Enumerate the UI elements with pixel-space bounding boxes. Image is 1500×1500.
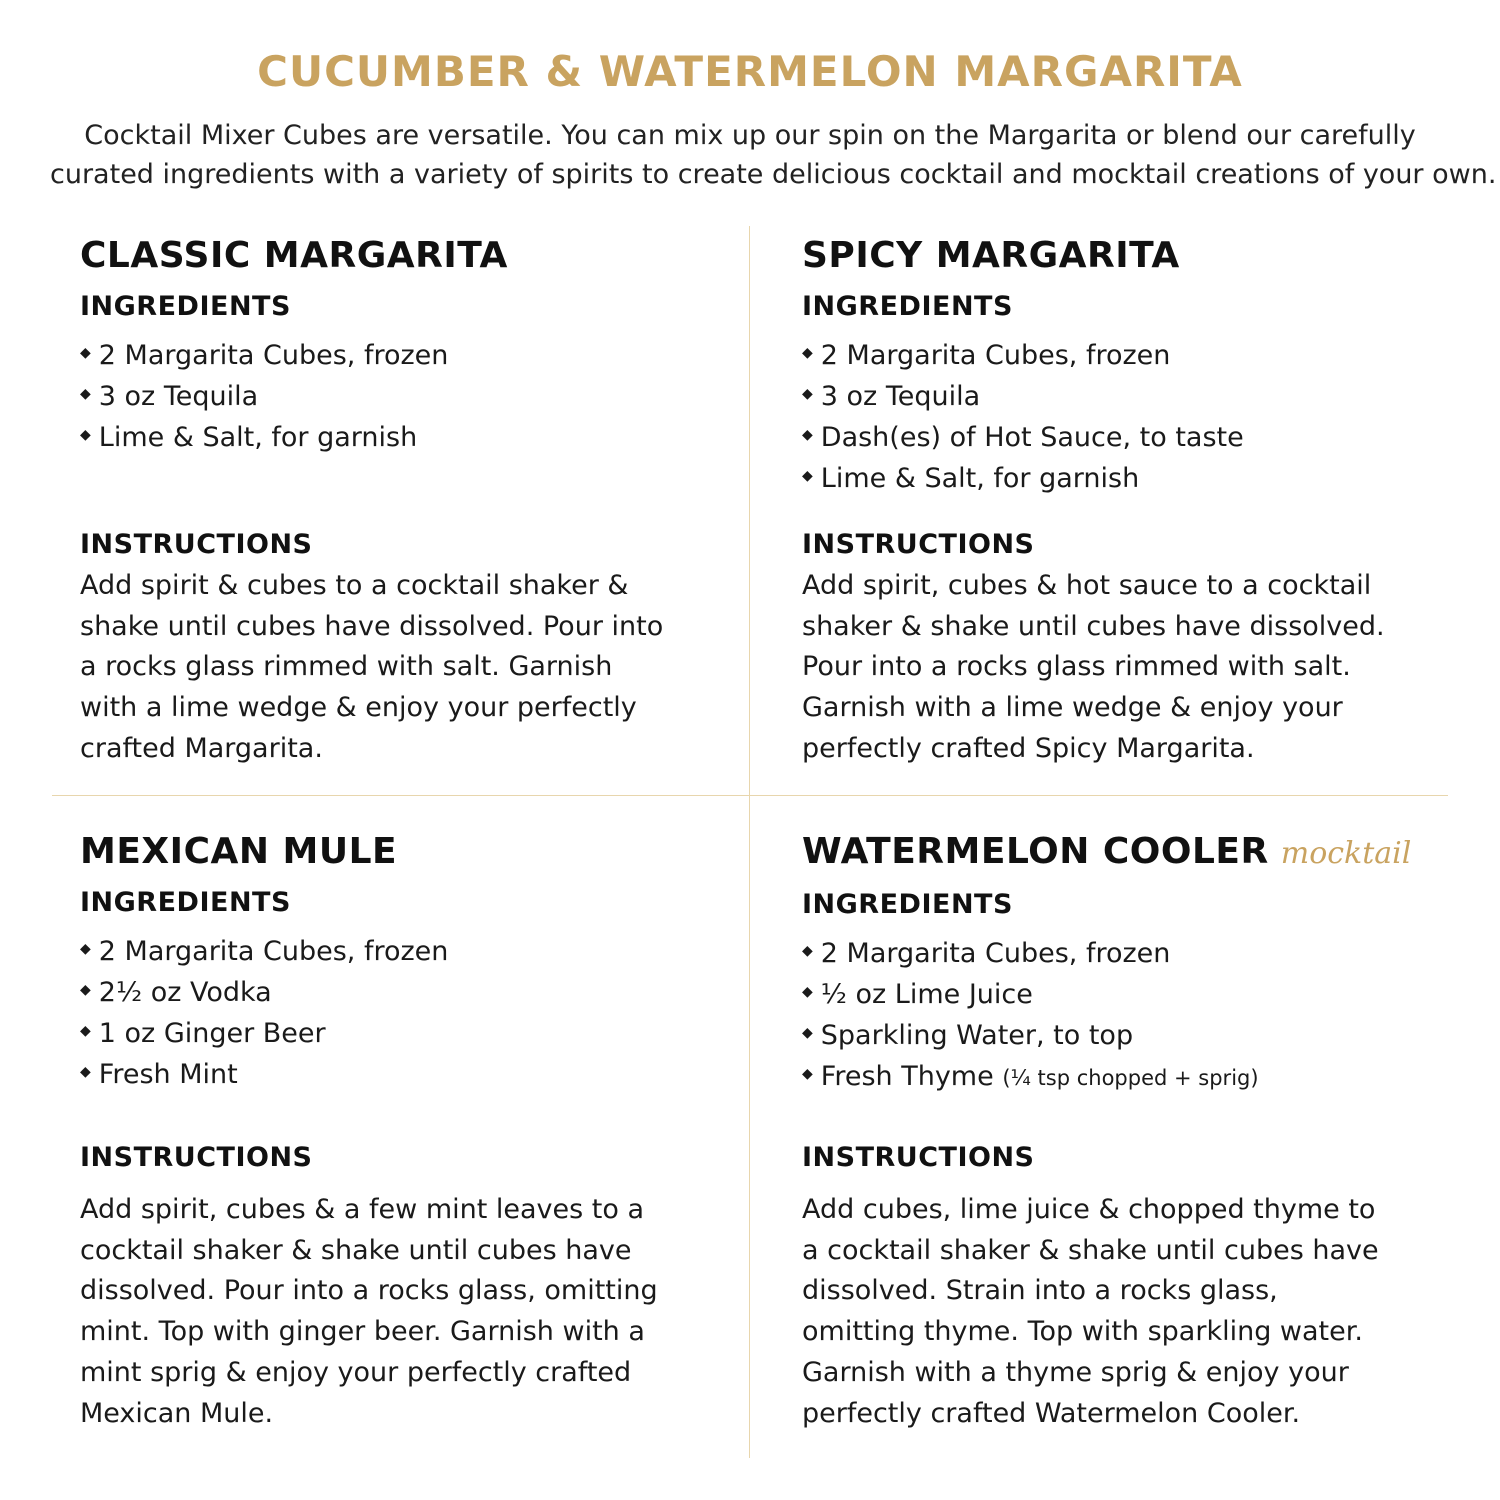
instructions-text: Add cubes, lime juice & chopped thyme to a cocktail shaker & shake until cubes have dissolved. Strain into a rocks glass, omitting thyme. Top with sparkling water. Garnish with a thyme sprig & enjoy your perfectly crafted Watermelon Cooler. [802, 1194, 1379, 1429]
instructions-heading: INSTRUCTIONS [80, 1142, 313, 1173]
list-item [80, 1055, 700, 1096]
ingredients-list [802, 934, 1422, 1098]
intro-text [50, 116, 1497, 194]
diamond-bullet-icon: ◆ [802, 385, 813, 402]
ingredient-text: 2 Margarita Cubes, frozen [820, 340, 1171, 371]
ingredient-text: Dash(es) of Hot Sauce, to taste [820, 421, 1244, 453]
diamond-bullet-icon: ◆ [802, 345, 813, 362]
recipe-title: WATERMELON COOLER [802, 831, 1269, 872]
ingredient-text: Fresh Mint [98, 1058, 238, 1090]
diamond-bullet-icon: ◆ [802, 1065, 813, 1082]
ingredient-text: 2 Margarita Cubes, frozen [98, 936, 449, 967]
ingredient-text: 2 Margarita Cubes, frozen [820, 938, 1171, 969]
ingredient-text: Lime & Salt, for garnish [98, 421, 418, 453]
list-item [80, 418, 700, 459]
diamond-bullet-icon: ◆ [802, 983, 813, 1000]
list-item [802, 459, 1422, 500]
intro-line: Cocktail Mixer Cubes are versatile. You can mix up our spin on the Margarita or blend our carefully [84, 120, 1416, 151]
list-item [802, 418, 1422, 459]
instructions-heading: INSTRUCTIONS [802, 529, 1035, 560]
ingredients-heading: INGREDIENTS [80, 291, 291, 322]
instructions-text: Add spirit, cubes & a few mint leaves to a cocktail shaker & shake until cubes have dissolved. Pour into a rocks glass, omitting mint. Top with ginger beer. Garnish with a mint sprig & enjoy your perfectly crafted Mexican Mule. [80, 1194, 658, 1429]
instructions-text: Add spirit & cubes to a cocktail shaker & shake until cubes have dissolved. Pour into a rocks glass rimmed with salt. Garnish with a lime wedge & enjoy your perfectly crafted Margarita. [80, 570, 664, 764]
instructions-text: Add spirit, cubes & hot sauce to a cocktail shaker & shake until cubes have dissolved. Pour into a rocks glass rimmed with salt. Garnish with a lime wedge & enjoy your perfectly crafted Spicy Margarita. [802, 570, 1385, 764]
ingredients-list [80, 336, 700, 459]
recipe-title: MEXICAN MULE [80, 831, 398, 872]
diamond-bullet-icon: ◆ [802, 467, 813, 484]
ingredients-heading: INGREDIENTS [802, 889, 1013, 920]
list-item [802, 975, 1422, 1016]
list-item [802, 377, 1422, 418]
recipe-card-classic-margarita [80, 234, 700, 764]
diamond-bullet-icon: ◆ [802, 943, 813, 960]
intro-line: curated ingredients with a variety of spirits to create delicious cocktail and mocktail creations of your own. [50, 159, 1497, 190]
list-item [802, 1057, 1422, 1099]
ingredient-text: 3 oz Tequila [98, 380, 259, 412]
ingredient-text: 2 Margarita Cubes, frozen [98, 340, 449, 371]
ingredients-list [80, 932, 700, 1095]
list-item [80, 973, 700, 1014]
ingredients-heading: INGREDIENTS [802, 291, 1013, 322]
instructions-heading: INSTRUCTIONS [80, 529, 313, 560]
list-item [80, 932, 700, 973]
ingredient-text: 2½ oz Vodka [98, 976, 272, 1008]
diamond-bullet-icon: ◆ [80, 345, 91, 362]
ingredient-text: Lime & Salt, for garnish [820, 462, 1140, 494]
diamond-bullet-icon: ◆ [80, 426, 91, 443]
diamond-bullet-icon: ◆ [80, 1063, 91, 1080]
diamond-bullet-icon: ◆ [802, 426, 813, 443]
recipe-card-mexican-mule [80, 830, 700, 1429]
diamond-bullet-icon: ◆ [80, 385, 91, 402]
list-item [80, 1014, 700, 1055]
recipe-title: CLASSIC MARGARITA [80, 235, 508, 276]
ingredient-text: 1 oz Ginger Beer [98, 1017, 326, 1049]
diamond-bullet-icon: ◆ [80, 941, 91, 958]
ingredient-text: Sparkling Water, to top [820, 1019, 1134, 1051]
ingredients-heading: INGREDIENTS [80, 887, 291, 918]
horizontal-divider [52, 795, 1448, 796]
diamond-bullet-icon: ◆ [80, 1022, 91, 1039]
vertical-divider [749, 226, 750, 1458]
list-item [802, 1016, 1422, 1057]
list-item [802, 336, 1422, 377]
list-item [80, 377, 700, 418]
ingredient-text: ½ oz Lime Juice [820, 978, 1033, 1010]
ingredient-note: (¼ tsp chopped + sprig) [1002, 1065, 1259, 1090]
list-item [80, 336, 700, 377]
instructions-heading: INSTRUCTIONS [802, 1142, 1035, 1173]
mocktail-tag: mocktail [1280, 836, 1412, 871]
ingredient-text: 3 oz Tequila [820, 380, 981, 412]
ingredients-list [802, 336, 1422, 499]
list-item [802, 934, 1422, 975]
diamond-bullet-icon: ◆ [80, 981, 91, 998]
recipe-card-spicy-margarita [802, 234, 1422, 764]
ingredient-text: Fresh Thyme [820, 1060, 994, 1092]
recipe-title-row [802, 830, 1422, 876]
page-title: CUCUMBER & WATERMELON MARGARITA [257, 47, 1243, 96]
recipe-title: SPICY MARGARITA [802, 235, 1180, 276]
diamond-bullet-icon: ◆ [802, 1024, 813, 1041]
recipe-card-watermelon-cooler [802, 830, 1422, 1429]
